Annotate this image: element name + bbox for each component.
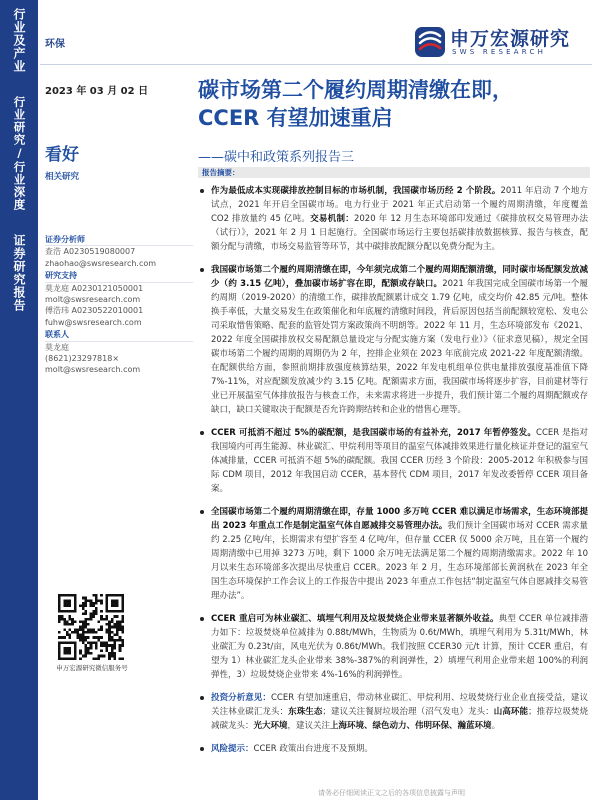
qr-module	[58, 618, 61, 621]
analyst-heading: 证券分析师	[45, 234, 193, 246]
qr-finder	[63, 647, 71, 655]
qr-module	[79, 636, 82, 639]
qr-module	[92, 594, 95, 597]
qr-module	[84, 639, 87, 642]
qr-module	[108, 634, 111, 637]
qr-module	[87, 599, 90, 602]
qr-module	[61, 636, 64, 639]
qr-module	[121, 642, 124, 645]
bullet-text: 典型 CCER 单位减排潜力如下：垃圾焚烧单位减排为 0.88t/MWh，生物质为 0.6t/MWh，填埋气利用为 5.31t/MWh，林业碳汇为 0.23t/亩，风电光伏为 0.86t/MWh。我们按照 CCER30 元/t 计算，预计 CCER 重启，有望为 1）林业碳汇龙头企业带来 38%-387%的利润弹性，2）填埋气利用企业带来超 100%的利润弹性，3）垃圾焚烧企业带来 4%-16%的利润弹性。	[211, 614, 588, 680]
qr-module	[100, 615, 103, 618]
qr-module	[106, 647, 109, 650]
summary-list	[198, 184, 588, 765]
qr-module	[92, 612, 95, 615]
qr-module	[95, 647, 98, 650]
qr-module	[82, 605, 85, 608]
qr-module	[108, 620, 111, 623]
qr-module	[82, 642, 85, 645]
report-subtitle: ——碳中和政策系列报告三	[198, 150, 355, 165]
qr-module	[63, 636, 66, 639]
qr-module	[61, 615, 64, 618]
qr-module	[116, 634, 119, 637]
qr-module	[111, 626, 114, 629]
qr-module	[100, 642, 103, 645]
qr-module	[106, 644, 109, 647]
bullet-text: 2020 年 12 月生态环境部印发通过《碳排放权交易管理办法（试行）》，2021 年 2 月 1 日起施行。全国碳市场运行主要包括碳排放数据核算、报告与核查，配额分配与清缴，市场交易监管等环节，其中碳排放配额分配以免费分配为主。	[211, 214, 588, 252]
qr-module	[79, 652, 82, 655]
contact-name: 莫龙庭	[45, 342, 69, 352]
qr-module	[87, 642, 90, 645]
qr-module	[113, 655, 116, 658]
support-line: 莫龙庭 A0230121050001	[45, 283, 144, 293]
bullet-text: ，建议关注	[287, 721, 331, 731]
qr-module	[95, 599, 98, 602]
qr-module	[92, 605, 95, 608]
qr-module	[71, 620, 74, 623]
qr-module	[95, 594, 98, 597]
qr-module	[74, 628, 77, 631]
qr-module	[63, 628, 66, 631]
qr-module	[63, 620, 66, 623]
qr-module	[116, 626, 119, 629]
qr-module	[76, 636, 79, 639]
qr-module	[61, 618, 64, 621]
qr-module	[100, 618, 103, 621]
sidebar-label-industry: 行业及产业	[12, 8, 26, 73]
qr-module	[119, 644, 122, 647]
qr-module	[116, 615, 119, 618]
support-line: 傅浩玮 A0230522010001	[45, 306, 144, 316]
qr-module	[98, 657, 101, 660]
qr-module	[79, 605, 82, 608]
qr-module	[119, 620, 122, 623]
qr-module	[84, 610, 87, 613]
qr-module	[58, 620, 61, 623]
qr-module	[111, 649, 114, 652]
qr-module	[84, 649, 87, 652]
qr-module	[98, 628, 101, 631]
qr-module	[69, 628, 72, 631]
bullet-text: CCER 是指对我国境内可再生能源、林业碳汇、甲烷利用等项目的温室气体减排效果进行量化核证并登记的温室气体减排量，CCER 可抵消不超 5%的碳配额。我国 CCER 历经 3 个阶段：2005-2012 年积极参与国际 CDM 项目，2012 年我国启动 CCER，基本替代 CDM 项目，2017 年发改委暂停 CCER 项目备案。	[211, 428, 588, 494]
qr-module	[113, 657, 116, 660]
qr-module	[100, 599, 103, 602]
qr-module	[100, 655, 103, 658]
qr-module	[119, 647, 122, 650]
qr-module	[84, 620, 87, 623]
qr-module	[100, 649, 103, 652]
qr-module	[95, 642, 98, 645]
qr-module	[84, 636, 87, 639]
qr-module	[108, 644, 111, 647]
qr-module	[84, 623, 87, 626]
summary-bullet	[198, 691, 588, 733]
qr-module	[111, 631, 114, 634]
qr-module	[121, 644, 124, 647]
bullet-highlight-text: CCER 重启可为林业碳汇、填埋气利用及垃圾焚烧企业带来显著额外收益。	[211, 614, 499, 624]
qr-module	[116, 631, 119, 634]
qr-module	[82, 626, 85, 629]
qr-module	[66, 634, 69, 637]
qr-module	[90, 647, 93, 650]
qr-module	[92, 631, 95, 634]
qr-module	[84, 618, 87, 621]
qr-module	[63, 618, 66, 621]
qr-module	[100, 626, 103, 629]
qr-module	[84, 647, 87, 650]
qr-module	[82, 636, 85, 639]
qr-module	[111, 618, 114, 621]
qr-module	[92, 610, 95, 613]
qr-module	[58, 615, 61, 618]
qr-module	[113, 639, 116, 642]
qr-module	[113, 623, 116, 626]
support-email[interactable]: fuhw@swsresearch.com	[45, 317, 142, 327]
qr-module	[95, 657, 98, 660]
qr-module	[84, 631, 87, 634]
sidebar-label-securities-report: 证券研究报告	[12, 234, 26, 312]
qr-module	[100, 644, 103, 647]
qr-module	[108, 636, 111, 639]
support-email[interactable]: molt@swsresearch.com	[45, 295, 141, 305]
bullet-highlight-text: 我国碳市场第二个履约周期清缴在即，今年须完成第二个履约周期配额清缴，同时碳市场配额发放减少（约 3.15 亿吨），叠加碳市场扩容在即，配额或存缺口。	[211, 265, 588, 289]
qr-module	[119, 636, 122, 639]
qr-module	[95, 612, 98, 615]
qr-module	[113, 644, 116, 647]
qr-module	[90, 652, 93, 655]
qr-module	[100, 636, 103, 639]
qr-module	[100, 602, 103, 605]
qr-module	[108, 631, 111, 634]
summary-bullet	[198, 612, 588, 682]
qr-module	[69, 623, 72, 626]
qr-module	[95, 597, 98, 600]
qr-module	[90, 631, 93, 634]
support-heading: 研究支持	[45, 270, 193, 282]
bullet-text: 2011 年启动 7 个地方试点，2021 年开启全国碳市场。电力行业于 2021 年正式启动第一个履约周期清缴，年度覆盖 CO2 排放量约 45 亿吨。	[211, 186, 588, 224]
qr-module	[82, 612, 85, 615]
analyst-line: 查浩 A0230519080007	[45, 247, 136, 257]
qr-module	[92, 636, 95, 639]
qr-module	[87, 636, 90, 639]
qr-module	[84, 626, 87, 629]
qr-module	[98, 655, 101, 658]
qr-module	[106, 642, 109, 645]
qr-module	[121, 657, 124, 660]
qr-module	[90, 599, 93, 602]
qr-module	[63, 623, 66, 626]
qr-module	[90, 644, 93, 647]
bullet-text: 。	[491, 721, 501, 731]
qr-module	[79, 657, 82, 660]
qr-module	[119, 649, 122, 652]
qr-module	[108, 657, 111, 660]
logo-wordmark-cn: 申万宏源研究	[450, 28, 571, 50]
qr-module	[82, 639, 85, 642]
bullet-highlight-text: 投资分析意见：	[211, 693, 271, 703]
qr-module	[119, 639, 122, 642]
summary-bullet	[198, 505, 588, 603]
qr-module	[87, 647, 90, 650]
qr-module	[74, 631, 77, 634]
qr-module	[106, 618, 109, 621]
qr-module	[121, 615, 124, 618]
qr-module	[103, 618, 106, 621]
qr-module	[71, 618, 74, 621]
qr-module	[82, 655, 85, 658]
left-sidebar	[0, 0, 38, 800]
brand-logo	[414, 24, 592, 60]
bullet-text: ；推荐垃圾焚烧减碳龙头：	[211, 707, 588, 731]
bullet-highlight-text: 山高环能	[493, 707, 529, 717]
qr-module	[103, 644, 106, 647]
qr-module	[82, 623, 85, 626]
qr-module	[87, 631, 90, 634]
analyst-info	[45, 234, 193, 376]
summary-bullet	[198, 263, 588, 417]
qr-module	[90, 602, 93, 605]
qr-module	[98, 620, 101, 623]
qr-module	[90, 628, 93, 631]
qr-module	[87, 652, 90, 655]
bullet-highlight-text: 东珠生态	[288, 707, 323, 717]
qr-module	[95, 644, 98, 647]
qr-module	[90, 618, 93, 621]
qr-module	[76, 628, 79, 631]
qr-module	[82, 631, 85, 634]
qr-module	[121, 631, 124, 634]
qr-module	[106, 631, 109, 634]
qr-module	[119, 628, 122, 631]
bullet-text: 2021 年我国完成全国碳市场第一个履约周期（2019-2020）的清缴工作，碳排放配额累计成交 1.79 亿吨，成交均价 42.85 元/吨。整体换手率低，大量交易发生在政策催化和年底履约清缴时间段，背后原因包括当前配额较宽松、发电公司采取惜售策略、配套的监管处罚方案政策尚不明朗等。2022 年 11 月，生态环境部发布《2021、2022 年度全国碳排放权交易配额总量设定与分配实施方案（发电行业）》（征求意见稿），规定全国碳市场第二个履约周期的周期仍为 2 年，控排企业须在 2023 年底前完成 2021-22 年度配额清缴。在配额供给方面，参照前期排放强度核算结果，2022 年发电机组单位供电量排放强度基准值下降 7%-11%，对应配额发放减少约 3.15 亿吨。配额需求方面，我国碳市场将逐步扩容，目前建材等行业已开展温室气体排放报告与核查工作，未来需求将进一步提升，我们预计第二个履约周期配额或存缺口，缺口关键取决于配额是否允许跨期结转和企业的惜售心理等。	[211, 279, 588, 415]
qr-module	[113, 642, 116, 645]
bullet-highlight-text: 交易机制：	[310, 214, 354, 224]
qr-module	[111, 639, 114, 642]
qr-finder	[111, 599, 119, 607]
qr-module	[103, 655, 106, 658]
qr-module	[121, 620, 124, 623]
bullet-highlight-text: 风险提示：	[211, 744, 254, 754]
bullet-text: 我们预计全国碳市场对 CCER 需求量约 2.25 亿吨/年，长期需求有望扩容至 4 亿吨/年，但存量 CCER 仅 5000 余万吨，且在第一个履约周期清缴中已用掉 3273 万吨，剩下 1000 余万吨无法满足第二个履约周期清缴需求。2022 年 10 月以来生态环境部多次提出尽快重启 CCER。2023 年 2 月，生态环境部部长黄润秋在 2023 年全国生态环境保护工作会议上的工作报告中提出 2023 年重点工作包括“制定温室气体自愿减排交易管理办法”。	[211, 521, 588, 601]
qr-module	[76, 631, 79, 634]
qr-module	[69, 634, 72, 637]
summary-bullet	[198, 426, 588, 496]
qr-module	[87, 618, 90, 621]
qr-module	[58, 631, 61, 634]
qr-module	[79, 634, 82, 637]
qr-module	[87, 628, 90, 631]
contact-phone: (8621)23297818×	[45, 354, 120, 364]
qr-caption: 申万宏源研究微信服务号	[56, 664, 128, 672]
summary-bullet	[198, 742, 588, 756]
qr-module	[76, 634, 79, 637]
qr-module	[121, 628, 124, 631]
industry-rating: 看好	[45, 145, 79, 165]
qr-module	[71, 631, 74, 634]
qr-module	[92, 615, 95, 618]
report-date: 2023 年 03 月 02 日	[45, 86, 149, 97]
qr-module	[69, 618, 72, 621]
qr-module	[108, 652, 111, 655]
contact-heading: 联系人	[45, 329, 193, 341]
qr-module	[87, 649, 90, 652]
qr-module	[119, 626, 122, 629]
qr-module	[84, 602, 87, 605]
qr-module	[98, 636, 101, 639]
qr-module	[100, 594, 103, 597]
contact-email[interactable]: molt@swsresearch.com	[45, 365, 141, 375]
qr-module	[108, 639, 111, 642]
qr-module	[79, 620, 82, 623]
bullet-highlight-text: 作为最低成本实现碳排放控制目标的市场机制，我国碳市场历经 2 个阶段。	[211, 186, 501, 196]
qr-module	[116, 623, 119, 626]
qr-module	[90, 605, 93, 608]
qr-module	[98, 599, 101, 602]
qr-module	[98, 639, 101, 642]
qr-module	[82, 628, 85, 631]
qr-module	[113, 647, 116, 650]
qr-module	[119, 623, 122, 626]
qr-module	[90, 642, 93, 645]
bullet-text: ；建议关注餐厨垃圾治理（沼气发电）龙头：	[322, 707, 494, 717]
qr-module	[100, 628, 103, 631]
sector-label: 环保	[45, 39, 65, 50]
qr-module	[113, 615, 116, 618]
qr-module	[111, 647, 114, 650]
qr-module	[82, 602, 85, 605]
qr-module	[90, 612, 93, 615]
summary-heading: 报告摘要：	[198, 167, 590, 178]
qr-module	[92, 602, 95, 605]
qr-module	[84, 652, 87, 655]
qr-code	[58, 594, 124, 660]
qr-module	[58, 636, 61, 639]
qr-module	[79, 626, 82, 629]
qr-module	[121, 618, 124, 621]
header-divider	[40, 64, 592, 65]
qr-module	[66, 623, 69, 626]
qr-module	[69, 615, 72, 618]
qr-module	[84, 644, 87, 647]
qr-module	[84, 599, 87, 602]
qr-module	[95, 610, 98, 613]
bullet-highlight-text: 光大环境	[253, 721, 288, 731]
qr-module	[79, 639, 82, 642]
report-title	[198, 76, 590, 132]
qr-module	[106, 628, 109, 631]
qr-module	[82, 597, 85, 600]
bullet-highlight-text: 上海环境、绿色动力、伟明环保、瀚蓝环境	[330, 721, 492, 731]
qr-module	[66, 620, 69, 623]
logo-wordmark-en: SWS RESEARCH	[452, 48, 547, 56]
qr-module	[84, 612, 87, 615]
qr-module	[106, 615, 109, 618]
qr-module	[95, 607, 98, 610]
qr-module	[111, 652, 114, 655]
qr-module	[113, 626, 116, 629]
title-line-1: 碳市场第二个履约周期清缴在即，	[198, 78, 513, 102]
qr-module	[84, 655, 87, 658]
sws-logo-icon	[414, 26, 446, 58]
qr-module	[106, 623, 109, 626]
qr-module	[87, 623, 90, 626]
bullet-highlight-text: CCER 可抵消不超过 5%的碳配额，是我国碳市场的有益补充，2017 年暂停签发。	[211, 428, 537, 438]
qr-module	[116, 628, 119, 631]
qr-module	[108, 626, 111, 629]
disclaimer-footer: 请务必仔细阅读正文之后的各项信息披露与声明	[318, 789, 465, 797]
qr-module	[82, 620, 85, 623]
qr-module	[108, 623, 111, 626]
qr-module	[92, 642, 95, 645]
qr-finder	[63, 599, 71, 607]
qr-module	[100, 610, 103, 613]
qr-module	[69, 636, 72, 639]
qr-module	[82, 634, 85, 637]
related-research-heading: 相关研究	[45, 172, 80, 182]
qr-module	[108, 655, 111, 658]
qr-module	[108, 628, 111, 631]
qr-module	[95, 602, 98, 605]
qr-module	[103, 642, 106, 645]
summary-bullet	[198, 184, 588, 254]
qr-module	[121, 626, 124, 629]
qr-module	[92, 657, 95, 660]
qr-module	[82, 607, 85, 610]
analyst-email[interactable]: zhaohao@swsresearch.com	[45, 258, 157, 268]
qr-module	[111, 655, 114, 658]
title-line-2: CCER 有望加速重启	[198, 106, 393, 130]
bullet-text: CCER 政策出台进度不及预期。	[253, 744, 373, 754]
qr-module	[111, 644, 114, 647]
qr-module	[90, 615, 93, 618]
bullet-text: CCER 有望加速重启，带动林业碳汇、甲烷利用、垃圾焚烧行业企业直接受益，建议关注林业碳汇龙头：	[211, 693, 588, 717]
bullet-highlight-text: 全国碳市场第二个履约周期清缴在即，存量 1000 多万吨 CCER 难以满足市场需求，生态环境部提出 2023 年重点工作是制定温室气体自愿减排交易管理办法。	[211, 507, 588, 531]
qr-module	[113, 634, 116, 637]
qr-module	[66, 631, 69, 634]
qr-module	[84, 605, 87, 608]
sidebar-label-report-type: 行业研究/行业深度	[12, 96, 27, 211]
qr-module	[116, 639, 119, 642]
qr-module	[121, 639, 124, 642]
qr-module	[71, 623, 74, 626]
qr-module	[95, 636, 98, 639]
qr-module	[84, 597, 87, 600]
qr-module	[95, 631, 98, 634]
qr-module	[111, 620, 114, 623]
qr-module	[113, 652, 116, 655]
qr-module	[111, 636, 114, 639]
qr-module	[106, 649, 109, 652]
qr-module	[116, 620, 119, 623]
qr-module	[119, 657, 122, 660]
qr-module	[79, 649, 82, 652]
qr-module	[92, 628, 95, 631]
qr-module	[79, 628, 82, 631]
qr-module	[74, 620, 77, 623]
